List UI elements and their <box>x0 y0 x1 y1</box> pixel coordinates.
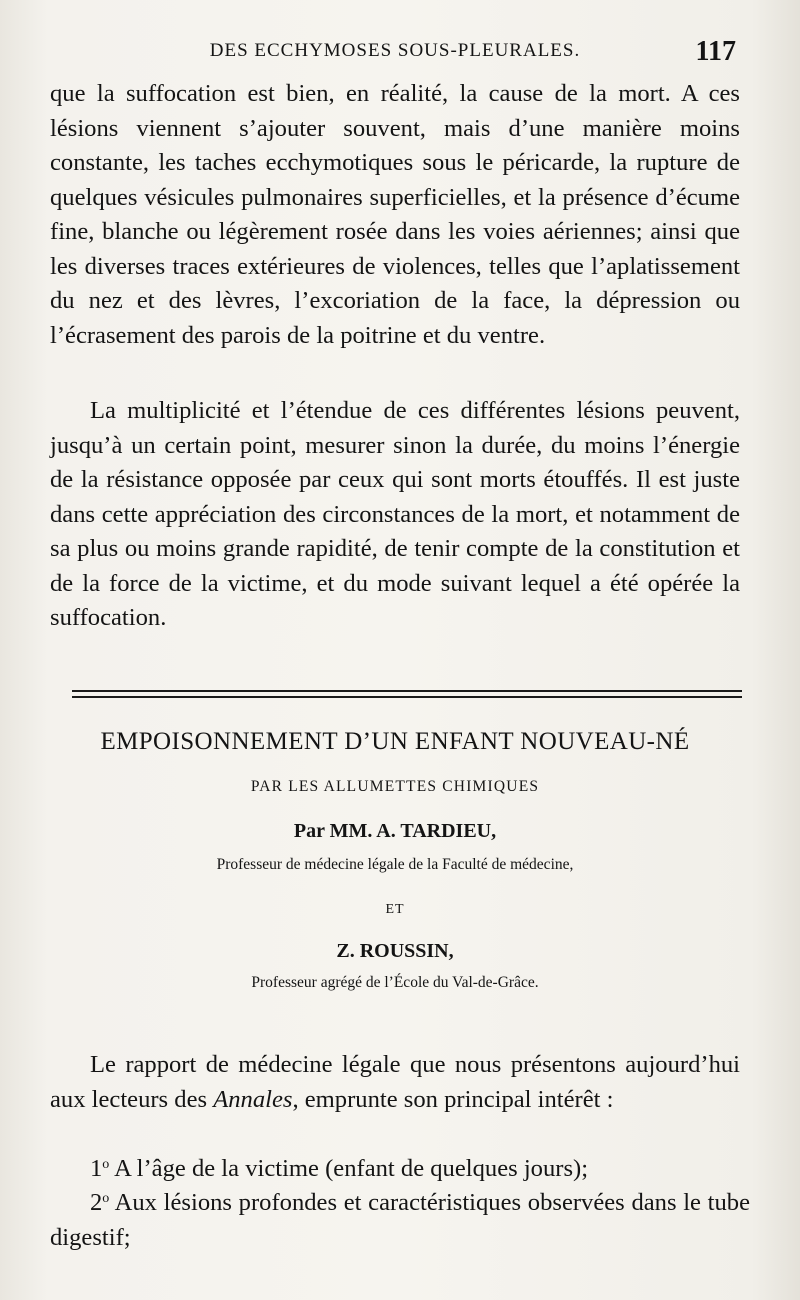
paragraph-suffocation-lesions: que la suffocation est bien, en réalité, la cause de la mort. A ces lésions viennent s’ajouter souvent, mais d’une manière moins constante, les taches ecchymotiques sous le péricarde, la rupture de quelques vésicules pulmonaires superficielles, et la présence d’écume fine, blanche ou légèrement rosée dans les voies aériennes; ainsi que les diverses traces extérieures de violences, telles que l’aplatissement du nez et des lèvres, l’excoriation de la face, la dépression ou l’écrasement des parois de la poitrine et du ventre. <box>50 80 740 349</box>
intro-text-start: Le rapport de médecine légale que nous présentons aujourd’hui aux lecteurs des <box>50 1051 740 1113</box>
author-affiliation-1: Professeur de médecine légale de la Faculté de médecine, <box>216 856 574 873</box>
author-prefix: Par MM. <box>293 820 373 842</box>
list-text-1: A l’âge de la victime (enfant de quelques jours); <box>109 1155 589 1182</box>
journal-name: Annales <box>213 1085 293 1113</box>
author-conjunction: ET <box>385 902 405 917</box>
list-number-1: 1 <box>90 1155 103 1182</box>
intro-text-end: , emprunte son principal intérêt : <box>292 1085 614 1113</box>
article-title: EMPOISONNEMENT D’UN ENFANT NOUVEAU-NÉ <box>100 728 690 755</box>
paragraph-intro <box>50 1048 740 1117</box>
list-number-2: 2 <box>90 1189 103 1216</box>
page-number: 117 <box>695 36 736 67</box>
running-head: DES ECCHYMOSES SOUS-PLEURALES. <box>209 40 581 61</box>
author-name-roussin: Z. ROUSSIN, <box>336 940 454 962</box>
list-item-2 <box>50 1186 750 1255</box>
section-rule-top <box>72 690 742 692</box>
article-subtitle: PAR LES ALLUMETTES CHIMIQUES <box>250 778 540 795</box>
list-item-1 <box>50 1152 750 1187</box>
page-header <box>50 36 740 72</box>
author-line-1 <box>50 820 740 843</box>
section-rule-bottom <box>72 696 742 698</box>
author-affiliation-2: Professeur agrégé de l’École du Val-de-Grâce. <box>251 974 539 991</box>
paragraph-resistance: La multiplicité et l’étendue de ces différentes lésions peuvent, jusqu’à un certain point, mesurer sinon la durée, du moins l’énergie de la résistance opposée par ceux qui sont morts étouffés. Il est juste dans cette appréciation des circonstances de la mort, et notamment de sa plus ou moins grande rapidité, de tenir compte de la constitution et de la force de la victime, et du mode suivant lequel a été opérée la suffocation. <box>50 397 740 631</box>
ordinal-mark-2: o <box>102 1191 110 1206</box>
ordinal-mark-1: o <box>102 1157 110 1172</box>
author-name-tardieu: A. TARDIEU, <box>376 820 497 842</box>
list-text-2: Aux lésions profondes et caractéristiques observées dans le tube digestif; <box>50 1189 750 1251</box>
